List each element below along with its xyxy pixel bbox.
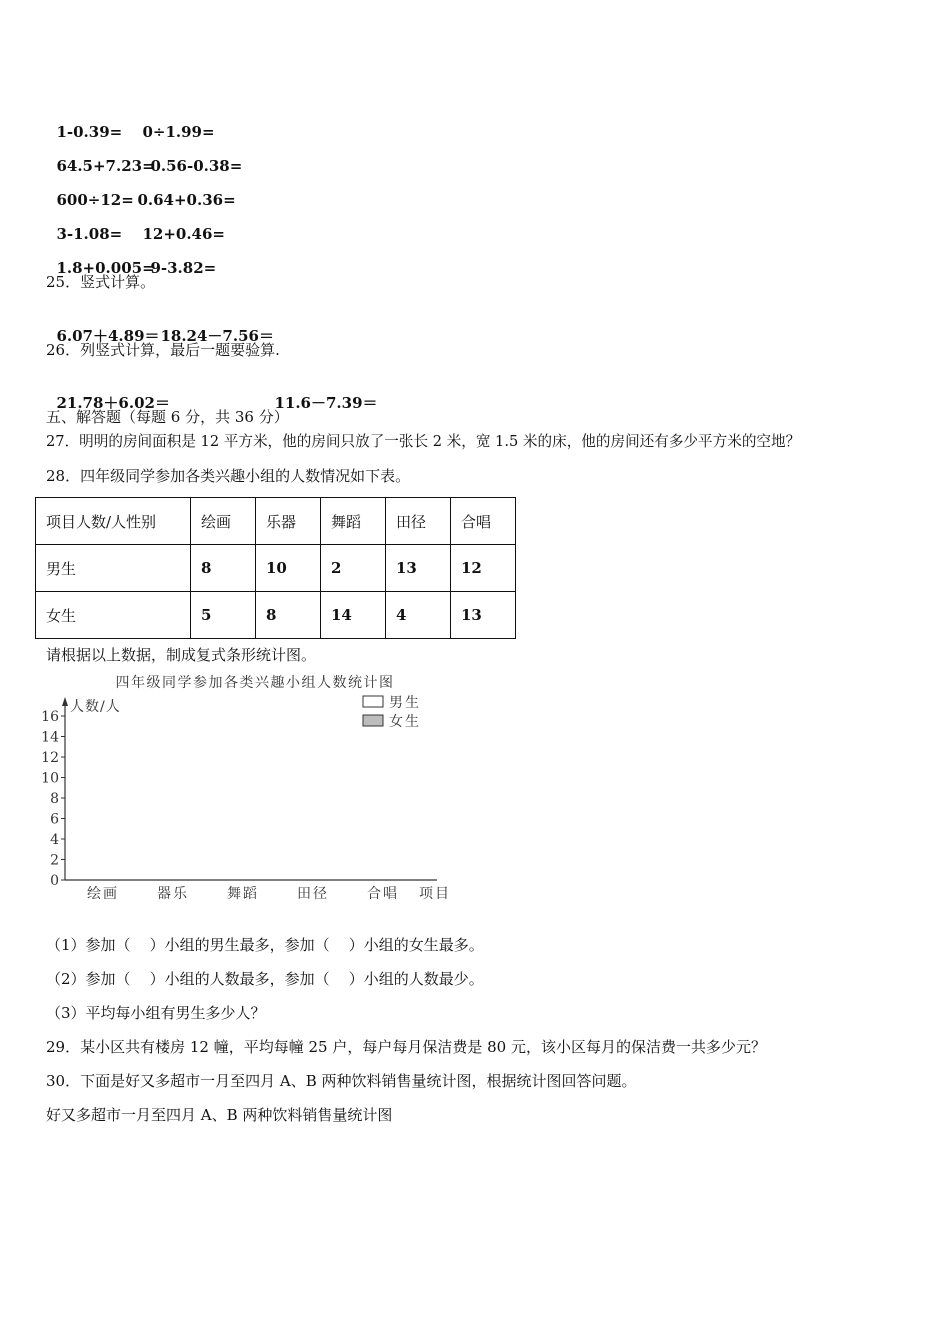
calc-item: 1.8+0.005= xyxy=(56,259,155,277)
chart-title: 四年级同学参加各类兴趣小组人数统计图 xyxy=(115,675,395,691)
calc-item: 0÷1.99= xyxy=(142,123,215,141)
table-row-label: 男生 xyxy=(36,545,191,592)
table-cell: 13 xyxy=(451,592,516,639)
table-row xyxy=(36,592,516,639)
x-axis-label: 项目 xyxy=(419,886,451,902)
y-axis-label: 人数/人 xyxy=(70,699,121,715)
calc-item: 600÷12= xyxy=(56,191,134,209)
y-tick-label: 2 xyxy=(50,852,59,869)
y-tick-label: 0 xyxy=(50,873,59,889)
legend-swatch-male xyxy=(363,696,383,707)
table-row-label: 女生 xyxy=(36,592,191,639)
calc-item: 12+0.46= xyxy=(142,225,225,243)
q29-text: 29．某小区共有楼房 12 幢，平均每幢 25 户，每户每月保洁费是 80 元，该小区每月的保洁费一共多少元？ xyxy=(46,1038,766,1056)
legend xyxy=(363,694,421,730)
q28-sub3: （3）平均每小组有男生多少人？ xyxy=(46,1004,266,1022)
q25-item: 6.07＋4.89＝ xyxy=(56,327,160,345)
x-category-label: 舞蹈 xyxy=(227,886,259,902)
table-row xyxy=(36,545,516,592)
table-header-cell: 舞蹈 xyxy=(321,498,386,545)
q28-sub2: （2）参加（ ）小组的人数最多，参加（ ）小组的人数最少。 xyxy=(46,970,484,988)
table-cell: 10 xyxy=(256,545,321,592)
table-cell: 14 xyxy=(321,592,386,639)
q30-chart-caption: 好又多超市一月至四月 A、B 两种饮料销售量统计图 xyxy=(46,1106,393,1124)
q25-title: 25．竖式计算。 xyxy=(46,273,156,291)
table-cell: 8 xyxy=(191,545,256,592)
calc-item: 0.64+0.36= xyxy=(137,191,236,209)
y-tick-label: 14 xyxy=(41,729,59,746)
q27-text: 27．明明的房间面积是 12 平方米，他的房间只放了一张长 2 米，宽 1.5 米的床，他的房间还有多少平方米的空地？ xyxy=(46,433,801,450)
y-axis-arrow xyxy=(62,697,68,706)
q26-title: 26．列竖式计算，最后一题要验算. xyxy=(46,341,280,359)
table-header-cell: 项目人数/人性别 xyxy=(36,498,191,545)
y-tick-label: 16 xyxy=(41,709,59,725)
table-cell: 4 xyxy=(386,592,451,639)
table-cell: 5 xyxy=(191,592,256,639)
table-cell: 12 xyxy=(451,545,516,592)
q28-title: 28．四年级同学参加各类兴趣小组的人数情况如下表。 xyxy=(46,467,411,485)
table-header-cell: 乐器 xyxy=(256,498,321,545)
x-category-label: 田径 xyxy=(297,886,329,902)
table-header-cell: 田径 xyxy=(386,498,451,545)
calc-item: 9-3.82= xyxy=(150,259,217,277)
y-tick-label: 4 xyxy=(50,832,59,848)
legend-label-female: 女生 xyxy=(389,714,421,730)
calc-item: 0.56-0.38= xyxy=(150,157,243,175)
table-cell: 2 xyxy=(321,545,386,592)
table-header-cell: 绘画 xyxy=(191,498,256,545)
y-tick-label: 10 xyxy=(41,770,59,787)
x-category-label: 器乐 xyxy=(157,886,189,902)
blank-bar-chart xyxy=(35,668,465,908)
x-category-label: 绘画 xyxy=(87,886,119,902)
table-header-cell: 合唱 xyxy=(451,498,516,545)
calc-item: 3-1.08= xyxy=(56,225,123,243)
x-category-label: 合唱 xyxy=(367,886,399,902)
q26-item: 21.78＋6.02＝ xyxy=(56,394,170,412)
q28-instruction: 请根据以上数据，制成复式条形统计图。 xyxy=(46,646,317,664)
q28-sub1: （1）参加（ ）小组的男生最多，参加（ ）小组的女生最多。 xyxy=(46,936,484,954)
calc-item: 1-0.39= xyxy=(56,123,123,141)
interest-group-table xyxy=(35,497,516,639)
table-header-row xyxy=(36,498,516,545)
y-tick-label: 8 xyxy=(50,791,59,807)
y-tick-label: 12 xyxy=(41,750,59,766)
table-cell: 8 xyxy=(256,592,321,639)
q25-item: 18.24－7.56＝ xyxy=(160,327,274,345)
table-cell: 13 xyxy=(386,545,451,592)
calc-item: 64.5+7.23= xyxy=(56,157,155,175)
legend-swatch-female xyxy=(363,715,383,726)
y-tick-label: 6 xyxy=(50,811,59,828)
legend-label-male: 男生 xyxy=(389,695,421,711)
section5-title: 五、解答题（每题 6 分，共 36 分） xyxy=(46,408,289,426)
x-categories xyxy=(87,885,399,902)
q26-item: 11.6－7.39＝ xyxy=(274,394,378,412)
y-ticks xyxy=(41,709,65,889)
q30-text: 30．下面是好又多超市一月至四月 A、B 两种饮料销售量统计图，根据统计图回答问题。 xyxy=(46,1072,637,1090)
